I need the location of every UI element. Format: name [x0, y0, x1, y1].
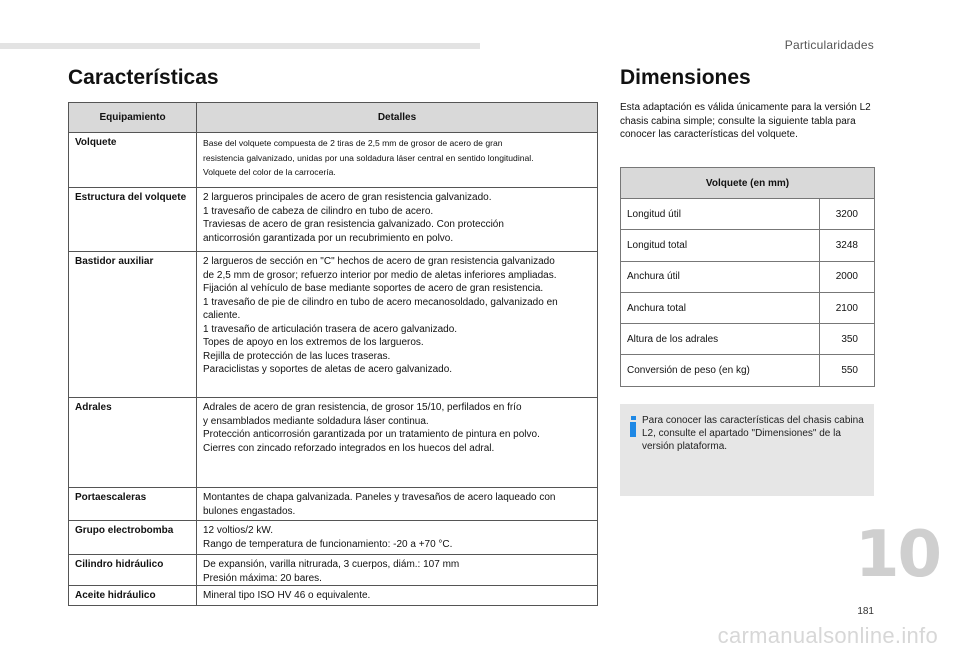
characteristics-title: Características	[68, 66, 219, 89]
table-row	[621, 230, 875, 261]
header-bar	[0, 43, 480, 49]
dimension-value: 350	[820, 324, 875, 355]
table-row	[69, 398, 598, 488]
row-key: Adrales	[69, 398, 197, 488]
table-row	[69, 521, 598, 555]
table-row	[69, 133, 598, 188]
watermark: carmanualsonline.info	[717, 623, 938, 648]
row-key: Bastidor auxiliar	[69, 252, 197, 398]
row-value: 12 voltios/2 kW. Rango de temperatura de funcionamiento: -20 a +70 °C.	[197, 521, 598, 555]
row-key: Cilindro hidráulico	[69, 555, 197, 586]
dimension-label: Longitud total	[621, 230, 820, 261]
table-row	[69, 252, 598, 398]
row-value: Montantes de chapa galvanizada. Paneles y travesaños de acero laqueado con bulones engastados.	[197, 488, 598, 521]
equipment-header: Equipamiento	[69, 103, 197, 133]
dimension-value: 2100	[820, 292, 875, 323]
row-value: De expansión, varilla nitrurada, 3 cuerpos, diám.: 107 mm Presión máxima: 20 bares.	[197, 555, 598, 586]
info-icon	[628, 416, 638, 438]
dimension-value: 3248	[820, 230, 875, 261]
table-row	[621, 355, 875, 386]
table-row	[69, 188, 598, 252]
table-row	[621, 261, 875, 292]
dimension-label: Conversión de peso (en kg)	[621, 355, 820, 386]
table-row	[69, 555, 598, 586]
table-row	[621, 199, 875, 230]
dimensions-header-row	[621, 168, 875, 199]
info-text: Para conocer las características del chasis cabina L2, consulte el apartado "Dimensiones" de la versión plataforma.	[642, 415, 864, 452]
row-value: Mineral tipo ISO HV 46 o equivalente.	[197, 586, 598, 606]
chapter-number: 10	[854, 518, 940, 592]
table-row	[621, 292, 875, 323]
details-header: Detalles	[197, 103, 598, 133]
page-number: 181	[857, 606, 874, 617]
dimensions-header: Volquete (en mm)	[621, 168, 875, 199]
info-box	[620, 404, 874, 496]
characteristics-table	[68, 102, 598, 606]
row-key: Portaescaleras	[69, 488, 197, 521]
row-key: Grupo electrobomba	[69, 521, 197, 555]
row-value: 2 largueros principales de acero de gran resistencia galvanizado. 1 travesaño de cabeza de cilindro en tubo de acero. Traviesas de acero de gran resistencia galvanizado. Con protección anticorrosión garantizada por un recubrimiento en polvo.	[197, 188, 598, 252]
dimension-label: Anchura útil	[621, 261, 820, 292]
table-row	[621, 324, 875, 355]
row-value: 2 largueros de sección en "C" hechos de acero de gran resistencia galvanizado de 2,5 mm de grosor; refuerzo interior por medio de aletas inferiores ampliadas. Fijación al vehículo de base mediante soportes de acero de gran resistencia. 1 travesaño de pie de cilindro en tubo de acero mecanosoldado, galvanizado en caliente. 1 travesaño de articulación trasera de acero galvanizado. Topes de apoyo en los extremos de los largueros. Rejilla de protección de las luces traseras. Paraciclistas y soportes de aletas de acero galvanizado.	[197, 252, 598, 398]
dimension-value: 550	[820, 355, 875, 386]
row-key: Aceite hidráulico	[69, 586, 197, 606]
row-value: Base del volquete compuesta de 2 tiras de 2,5 mm de grosor de acero de gran resistencia galvanizado, unidas por una soldadura láser central en sentido longitudinal. Volquete del color de la carrocería.	[197, 133, 598, 188]
row-value: Adrales de acero de gran resistencia, de grosor 15/10, perfilados en frío y ensamblados mediante soldadura láser continua. Protección anticorrosión garantizada por un tratamiento de pintura en polvo. Cierres con zincado reforzado integrados en los huecos del adral.	[197, 398, 598, 488]
dimensions-table	[620, 167, 875, 387]
table-row	[69, 586, 598, 606]
dimensions-title: Dimensiones	[620, 66, 751, 89]
row-key: Estructura del volquete	[69, 188, 197, 252]
characteristics-header-row	[69, 103, 598, 133]
dimension-label: Altura de los adrales	[621, 324, 820, 355]
row-key: Volquete	[69, 133, 197, 188]
dimension-value: 2000	[820, 261, 875, 292]
dimension-label: Longitud útil	[621, 199, 820, 230]
table-row	[69, 488, 598, 521]
section-label: Particularidades	[784, 38, 874, 52]
dimension-value: 3200	[820, 199, 875, 230]
dimension-label: Anchura total	[621, 292, 820, 323]
dimensions-intro: Esta adaptación es válida únicamente para la versión L2 chasis cabina simple; consulte la siguiente tabla para conocer las características del volquete.	[620, 102, 871, 140]
